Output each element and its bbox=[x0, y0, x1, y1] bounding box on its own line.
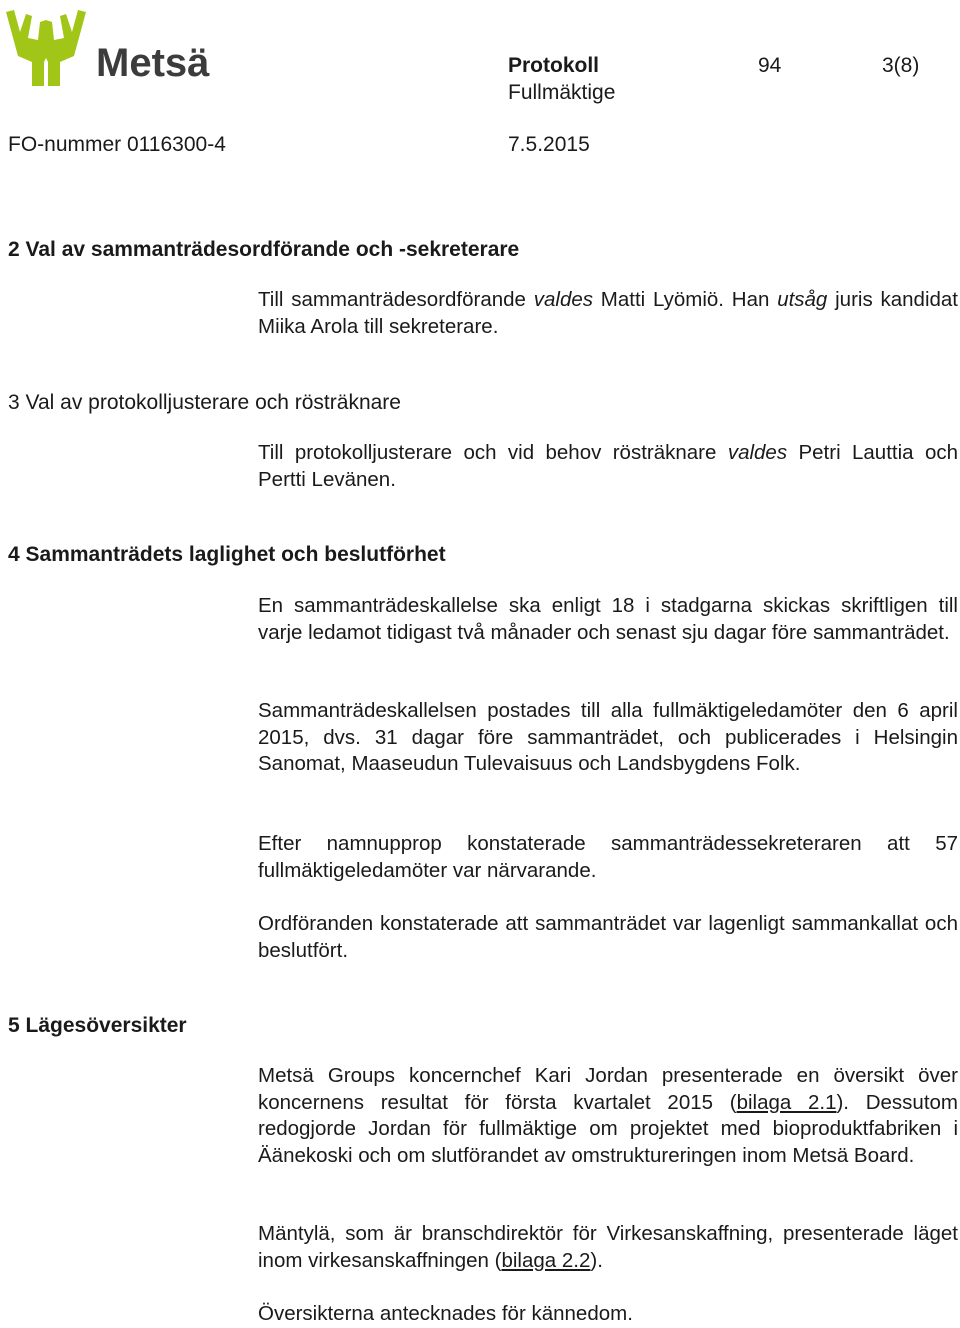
section-2-title: 2 Val av sammanträdesordförande och -sekreterare bbox=[8, 238, 520, 261]
moose-antler-icon bbox=[4, 4, 224, 90]
doc-type: Protokoll bbox=[508, 54, 600, 77]
metsa-logo bbox=[4, 4, 224, 90]
section-3-title: 3 Val av protokolljusterare och rösträknare bbox=[8, 391, 401, 414]
section-2-paragraph bbox=[258, 287, 958, 340]
text-run: Petri Lauttia och Pertti Levänen. bbox=[258, 441, 959, 491]
page-number: 3(8) bbox=[882, 54, 920, 77]
section-4-paragraph-2: Sammanträdeskallelsen postades till alla fullmäktigeledamöter den 6 april 2015, dvs. 31 dagar före sammanträdet, och publicerades i Helsingin Sanomat, Maaseudun Tulevaisuus och Landsbygdens Folk. bbox=[258, 699, 958, 775]
text-run: juris kandidat Miika Arola till sekreterare. bbox=[258, 288, 958, 338]
text-run-italic: valdes bbox=[533, 288, 593, 311]
section-4-paragraph-1: En sammanträdeskallelse ska enligt 18 i stadgarna skickas skriftligen till varje ledamot tidigast två månader och senast sju dagar före sammanträdet. bbox=[258, 594, 958, 644]
section-5-paragraph-2 bbox=[258, 1221, 958, 1274]
text-run: Till protokolljusterare och vid behov rösträknare bbox=[258, 441, 728, 464]
doc-body: Fullmäktige bbox=[508, 81, 616, 104]
text-run: Till sammanträdesordförande bbox=[258, 288, 534, 311]
svg-text:Metsä: Metsä bbox=[96, 41, 210, 85]
text-run-italic: utsåg bbox=[777, 288, 828, 311]
section-4-paragraph-4: Ordföranden konstaterade att sammanträdet var lagenligt sammankallat och beslutfört. bbox=[258, 912, 958, 962]
text-run: ). bbox=[590, 1248, 603, 1272]
doc-number: 94 bbox=[758, 54, 782, 77]
text-run: Matti Lyömiö. Han bbox=[593, 288, 778, 311]
section-4-paragraph-3: Efter namnupprop konstaterade sammanträdessekreteraren att 57 fullmäktigeledamöter var närvarande. bbox=[258, 832, 958, 882]
section-3-paragraph bbox=[258, 440, 958, 493]
section-5-paragraph-3: Översikterna antecknades för kännedom. bbox=[258, 1302, 633, 1325]
section-4-title: 4 Sammanträdets laglighet och beslutförhet bbox=[8, 543, 446, 566]
text-run-italic: valdes bbox=[727, 441, 788, 464]
doc-date: 7.5.2015 bbox=[508, 133, 590, 156]
section-5-title: 5 Lägesöversikter bbox=[8, 1014, 187, 1037]
section-5-paragraph-1 bbox=[258, 1063, 958, 1169]
fo-number: FO-nummer 0116300-4 bbox=[8, 133, 226, 156]
attachment-link-2-2[interactable]: bilaga 2.2 bbox=[501, 1248, 591, 1272]
text-run: Metsä Groups koncernchef Kari Jordan presenterade en översikt över koncernens resultat för första kvartalet 2015 ( bbox=[258, 1064, 958, 1114]
text-run: Mäntylä, som är branschdirektör för Virkesanskaffning, presenterade läget inom virkesanskaffningen ( bbox=[258, 1222, 958, 1272]
attachment-link-2-1[interactable]: bilaga 2.1 bbox=[736, 1090, 837, 1114]
text-run: ). Dessutom redogjorde Jordan för fullmäktige om projektet med bioproduktfabriken i Äänekoski och om slutförandet av omstruktureringen inom Metsä Board. bbox=[258, 1090, 958, 1167]
